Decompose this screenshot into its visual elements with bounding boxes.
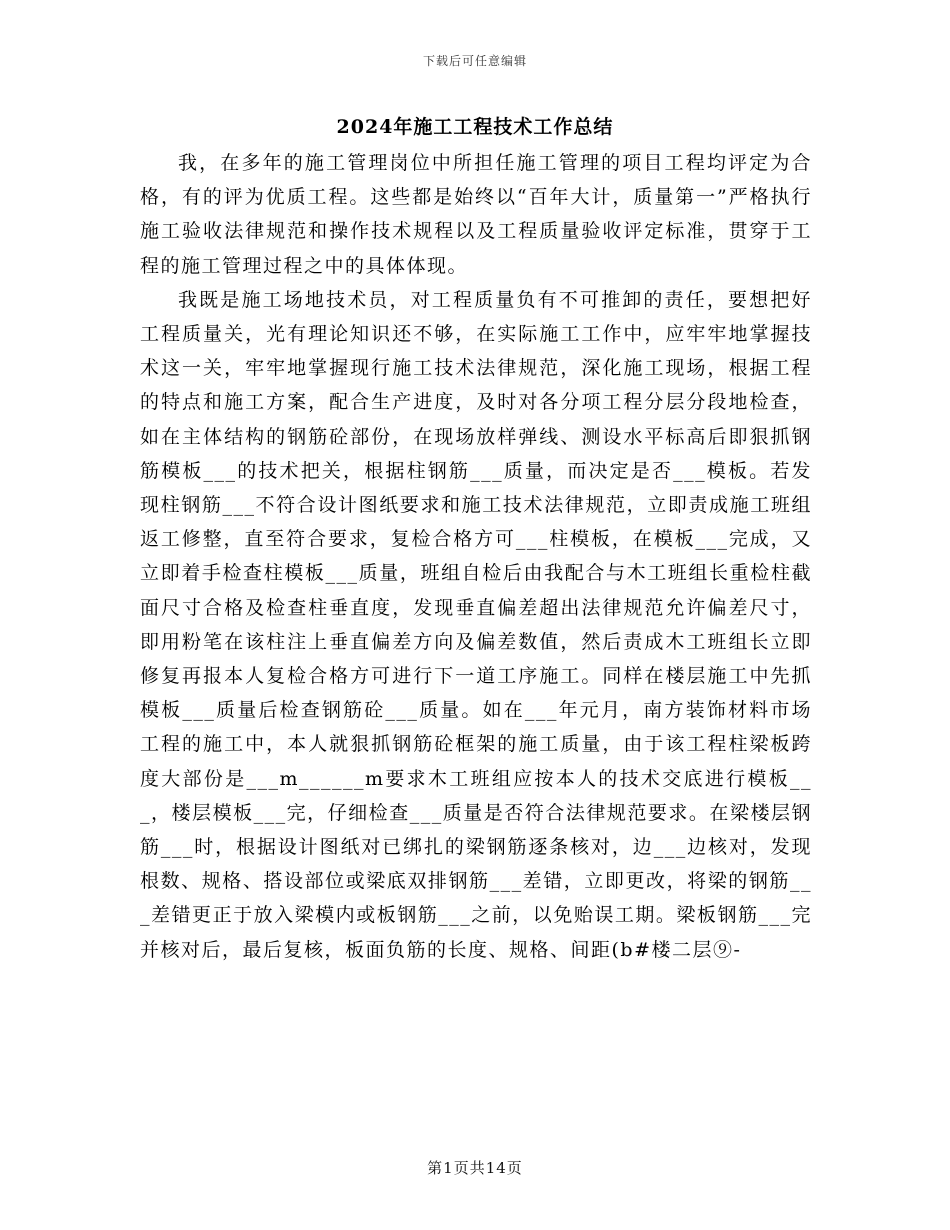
header-note: 下载后可任意编辑 xyxy=(422,54,527,68)
paragraph-2: 我既是施工场地技术员，对工程质量负有不可推卸的责任，要想把好工程质量关，光有理论知识还不够，在实际施工工作中，应牢牢地掌握技术这一关，牢牢地掌握现行施工技术法律规范，深化施工现场，根据工程的特点和施工方案，配合生产进度，及时对各分项工程分层分段地检查，如在主体结构的钢筋砼部份，在现场放样弹线、测设水平标高后即狠抓钢筋模板___的技术把关，根据柱钢筋___质量，而决定是否___模板。若发现柱钢筋___不符合设计图纸要求和施工技术法律规范，立即责成施工班组返工修整，直至符合要求，复检合格方可___柱模板，在模板___完成，又立即着手检查柱模板___质量，班组自检后由我配合与木工班组长重检柱截面尺寸合格及检查柱垂直度，发现垂直偏差超出法律规范允许偏差尺寸，即用粉笔在该柱注上垂直偏差方向及偏差数值，然后责成木工班组长立即修复再报本人复检合格方可进行下一道工序施工。同样在楼层施工中先抓模板___质量后检查钢筋砼___质量。如在___年元月，南方装饰材料市场工程的施工中，本人就狠抓钢筋砼框架的施工质量，由于该工程柱梁板跨度大部份是___m______m要求木工班组应按本人的技术交底进行模板___，楼层模板___完，仔细检查___质量是否符合法律规范要求。在梁楼层钢筋___时，根据设计图纸对已绑扎的梁钢筋逐条核对，边___边核对，发现根数、规格、搭设部位或梁底双排钢筋___差错，立即更改，将梁的钢筋___差错更正于放入梁模内或板钢筋___之前，以免贻误工期。梁板钢筋___完并核对后，最后复核，板面负筋的长度、规格、间距(b#楼二层⑨- xyxy=(140,288,812,961)
document-title: 2024年施工工程技术工作总结 xyxy=(336,116,614,138)
page-number: 第1页共14页 xyxy=(427,1159,523,1177)
document-body xyxy=(140,146,812,967)
paragraph-1: 我，在多年的施工管理岗位中所担任施工管理的项目工程均评定为合格，有的评为优质工程。这些都是始终以“百年大计，质量第一”严格执行施工验收法律规范和操作技术规程以及工程质量验收评定标准，贯穿于工程的施工管理过程之中的具体体现。 xyxy=(140,152,812,277)
